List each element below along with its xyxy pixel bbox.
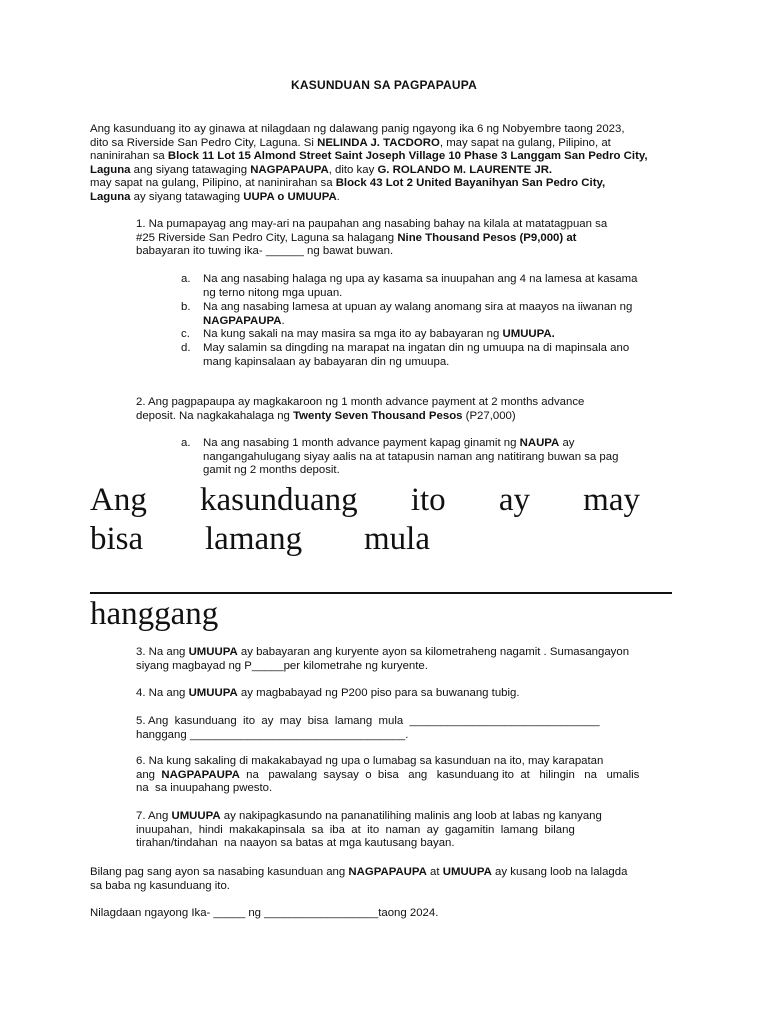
document-title: KASUNDUAN SA PAGPAPAUPA xyxy=(291,78,477,92)
lessee-address: Block 43 Lot 2 United Bayanihyan San Pedro City, xyxy=(335,177,606,190)
clause-1: 1. Na pumapayag ang may-ari na paupahan ang nasabing bahay na kilala at matatagpuan sa #25 Riverside San Pedro City, Laguna sa halagang Nine Thousand Pesos (P9,000) at babayaran ito tuwing ika- ______ ng bawat buwan. xyxy=(136,218,608,258)
clause-1d: d. May salamin sa dingding na marapat na ingatan din ng umuupa na di mapinsala ano mang kapinsalaan ay babayaran din ng umuupa. xyxy=(181,342,630,368)
overlay-line-3: hanggang xyxy=(90,596,219,632)
clause-3: 3. Na ang UMUUPA ay babayaran ang kuryente ayon sa kilometraheng nagamit . Sumasangayon siyang magbayad ng P_____per kilometrahe ng kuryente. xyxy=(136,646,630,672)
month-blank: __________________ xyxy=(264,907,379,919)
intro-line: Ang kasunduang ito ay ginawa at nilagdaan ng dalawang panig ngayong ika 6 ng Nobyembre taong 2023, xyxy=(90,123,625,135)
overlay-line-2: bisa lamang mula xyxy=(90,521,430,557)
clause-6: 6. Na kung sakaling di makakabayad ng upa o lumabag sa kasunduan na ito, may karapatan ang NAGPAPAUPA na pawalang saysay o bisa ang kasunduang ito at hilingin na umalis na sa inuupahang pwesto. xyxy=(136,755,640,795)
lessor-address: Block 11 Lot 15 Almond Street Saint Joseph Village 10 Phase 3 Langgam San Pedro City, xyxy=(167,150,648,163)
due-day-blank: ______ xyxy=(265,245,304,258)
end-date-blank: __________________________________ xyxy=(189,728,406,741)
clause-2a: a. Na ang nasabing 1 month advance payment kapag ginamit ng NAUPA ay nangangahulugang siyay aalis na at tatapusin naman ang natitirang buwan sa pag gamit ng 2 months deposit. xyxy=(181,437,619,477)
intro-line: Laguna ay siyang tatawaging UUPA o UMUUPA. xyxy=(90,190,340,203)
clause-1a: a. Na ang nasabing halaga ng upa ay kasama sa inuupahan ang 4 na lamesa at kasama ng terno nitong mga upuan. xyxy=(181,273,638,299)
day-blank: _____ xyxy=(213,907,246,919)
intro-line: naninirahan sa Block 11 Lot 15 Almond Street Saint Joseph Village 10 Phase 3 Langgam San Pedro City, xyxy=(90,150,648,163)
start-date-blank: ______________________________ xyxy=(409,715,600,727)
clause-7: 7. Ang UMUUPA ay nakipagkasundo na pananatilihing malinis ang loob at labas ng kanyang inuupahan, hindi makakapinsala sa iba at ito naman ay gagamitin lamang bilang tirahan/tindahan na naayon sa batas at mga kautusang bayan. xyxy=(136,810,602,850)
rent-amount: Nine Thousand Pesos (P9,000) at xyxy=(397,231,577,244)
rate-blank: _____ xyxy=(251,659,284,672)
lessor-name: NELINDA J. TACDORO xyxy=(317,136,440,149)
intro-line: Laguna ang siyang tatawaging NAGPAPAUPA, dito kay G. ROLANDO M. LAURENTE JR. xyxy=(90,163,553,176)
intro-line: may sapat na gulang, Pilipino, at naninirahan sa Block 43 Lot 2 United Bayanihyan San Pedro City, xyxy=(90,177,606,190)
clause-4: 4. Na ang UMUUPA ay magbabayad ng P200 piso para sa buwanang tubig. xyxy=(136,687,520,699)
lessee-role: UUPA o UMUUPA xyxy=(243,190,337,203)
intro-paragraph xyxy=(90,123,680,205)
clause-1c: c. Na kung sakali na may masira sa mga ito ay babayaran ng UMUUPA. xyxy=(181,328,555,340)
deposit-amount: Twenty Seven Thousand Pesos xyxy=(293,409,463,422)
clause-5: 5. Ang kasunduang ito ay may bisa lamang mula ______________________________ hanggang __________________________________. xyxy=(136,715,600,741)
clause-1b: b. Na ang nasabing lamesa at upuan ay walang anomang sira at maayos na iiwanan ng NAGPAPAUPA. xyxy=(181,301,633,327)
closing-paragraph: Bilang pag sang ayon sa nasabing kasunduan ang NAGPAPAUPA at UMUUPA ay kusang loob na lalagda sa baba ng kasunduang ito. xyxy=(90,866,628,892)
intro-line: dito sa Riverside San Pedro City, Laguna. Si NELINDA J. TACDORO, may sapat na gulang, Pilipino, at xyxy=(90,136,611,149)
clause-2: 2. Ang pagpapaupa ay magkakaroon ng 1 month advance payment at 2 months advance deposit. Na nagkakahalaga ng Twenty Seven Thousand Pesos (P27,000) xyxy=(136,396,585,422)
signing-date-line: Nilagdaan ngayong Ika- _____ ng __________________taong 2024. xyxy=(90,907,439,919)
overlay-line-1: Ang kasunduang ito ay may xyxy=(90,482,640,518)
lessee-name: G. ROLANDO M. LAURENTE JR. xyxy=(377,163,553,176)
lessor-role: NAGPAPAUPA xyxy=(250,163,329,176)
